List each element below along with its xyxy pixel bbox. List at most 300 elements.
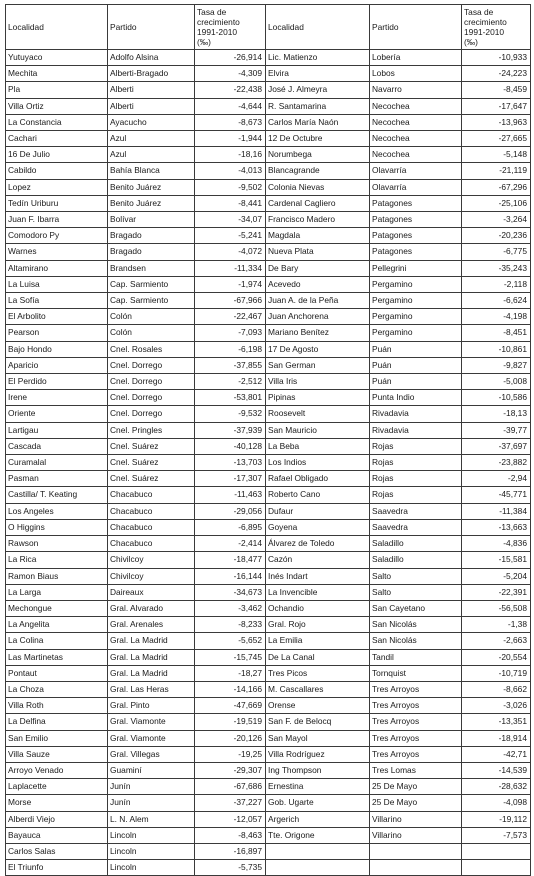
table-row bbox=[6, 179, 531, 195]
table-row bbox=[6, 714, 531, 730]
localidad-cell: Castilla/ T. Keating bbox=[6, 487, 108, 503]
rate-cell: -10,861 bbox=[462, 341, 531, 357]
rate-cell: -8,463 bbox=[195, 827, 266, 843]
rate-cell: -17,307 bbox=[195, 471, 266, 487]
localidad-cell: Aparicio bbox=[6, 357, 108, 373]
table-row bbox=[6, 503, 531, 519]
partido-cell: Pergamino bbox=[370, 325, 462, 341]
partido-cell: Villarino bbox=[370, 811, 462, 827]
rate-cell: -14,166 bbox=[195, 681, 266, 697]
partido-cell: Chivilcoy bbox=[108, 568, 195, 584]
rate-cell: -4,309 bbox=[195, 66, 266, 82]
partido-cell: Cnel. Rosales bbox=[108, 341, 195, 357]
partido-cell: Junín bbox=[108, 779, 195, 795]
localidad-cell: O Higgins bbox=[6, 519, 108, 535]
table-row bbox=[6, 406, 531, 422]
localidad-cell: Pipinas bbox=[266, 390, 370, 406]
localidad-cell: Bajo Hondo bbox=[6, 341, 108, 357]
rate-cell: -7,093 bbox=[195, 325, 266, 341]
partido-cell: Gral. Viamonte bbox=[108, 730, 195, 746]
localidad-cell: San F. de Belocq bbox=[266, 714, 370, 730]
partido-cell: Tres Arroyos bbox=[370, 698, 462, 714]
rate-cell: -4,836 bbox=[462, 536, 531, 552]
localidad-cell: La Luisa bbox=[6, 276, 108, 292]
table-row bbox=[6, 600, 531, 616]
partido-cell bbox=[370, 860, 462, 876]
rate-cell: -2,512 bbox=[195, 374, 266, 390]
localidad-cell: Pasman bbox=[6, 471, 108, 487]
localidad-cell: Villa Iris bbox=[266, 374, 370, 390]
partido-cell: Punta Indio bbox=[370, 390, 462, 406]
table-row bbox=[6, 341, 531, 357]
partido-cell: Azul bbox=[108, 131, 195, 147]
localidad-cell: El Perdido bbox=[6, 374, 108, 390]
localidad-cell: Villa Ortiz bbox=[6, 98, 108, 114]
localidad-cell bbox=[266, 843, 370, 859]
header-localidad-right: Localidad bbox=[266, 5, 370, 50]
partido-cell: Pergamino bbox=[370, 276, 462, 292]
rate-cell: -37,227 bbox=[195, 795, 266, 811]
partido-cell: Puán bbox=[370, 357, 462, 373]
localidad-cell: Lopez bbox=[6, 179, 108, 195]
localidad-cell: Argerich bbox=[266, 811, 370, 827]
localidad-cell: Morse bbox=[6, 795, 108, 811]
table-row bbox=[6, 487, 531, 503]
partido-cell: Gral. Villegas bbox=[108, 746, 195, 762]
partido-cell: Cnel. Dorrego bbox=[108, 390, 195, 406]
partido-cell: San Nicolás bbox=[370, 617, 462, 633]
header-partido-right: Partido bbox=[370, 5, 462, 50]
localidad-cell: Francisco Madero bbox=[266, 212, 370, 228]
partido-cell: Olavarría bbox=[370, 179, 462, 195]
localidad-cell: La Beba bbox=[266, 438, 370, 454]
localidad-cell: Acevedo bbox=[266, 276, 370, 292]
rate-cell: -4,644 bbox=[195, 98, 266, 114]
partido-cell: 25 De Mayo bbox=[370, 795, 462, 811]
partido-cell: Chacabuco bbox=[108, 503, 195, 519]
partido-cell: Lobos bbox=[370, 66, 462, 82]
rate-cell: -1,944 bbox=[195, 131, 266, 147]
partido-cell: Rojas bbox=[370, 471, 462, 487]
table-row bbox=[6, 552, 531, 568]
rate-cell: -22,467 bbox=[195, 309, 266, 325]
localidad-cell: José J. Almeyra bbox=[266, 82, 370, 98]
rate-cell: -6,775 bbox=[462, 244, 531, 260]
partido-cell: Junín bbox=[108, 795, 195, 811]
localidad-cell: La Invencible bbox=[266, 584, 370, 600]
rate-cell: -9,827 bbox=[462, 357, 531, 373]
table-row bbox=[6, 131, 531, 147]
localidad-cell: Lartigau bbox=[6, 422, 108, 438]
rate-cell: -2,94 bbox=[462, 471, 531, 487]
rate-cell: -22,438 bbox=[195, 82, 266, 98]
partido-cell: Cnel. Pringles bbox=[108, 422, 195, 438]
table-row bbox=[6, 698, 531, 714]
table-row bbox=[6, 649, 531, 665]
localidad-cell: Rawson bbox=[6, 536, 108, 552]
rate-cell: -11,463 bbox=[195, 487, 266, 503]
localidad-cell: Curamalal bbox=[6, 455, 108, 471]
table-row bbox=[6, 390, 531, 406]
partido-cell: Gral. La Madrid bbox=[108, 633, 195, 649]
rate-cell: -24,223 bbox=[462, 66, 531, 82]
rate-cell: -22,391 bbox=[462, 584, 531, 600]
partido-cell: Bragado bbox=[108, 244, 195, 260]
localidad-cell: Tedín Uriburu bbox=[6, 195, 108, 211]
rate-cell: -15,745 bbox=[195, 649, 266, 665]
partido-cell: Lobería bbox=[370, 50, 462, 66]
localidad-cell: Ing Thompson bbox=[266, 762, 370, 778]
table-row bbox=[6, 438, 531, 454]
rate-cell: -29,307 bbox=[195, 762, 266, 778]
localidad-cell: Tres Picos bbox=[266, 665, 370, 681]
localidad-cell: Gob. Ugarte bbox=[266, 795, 370, 811]
localidad-cell: Goyena bbox=[266, 519, 370, 535]
table-row bbox=[6, 633, 531, 649]
partido-cell: Azul bbox=[108, 147, 195, 163]
rate-cell: -8,451 bbox=[462, 325, 531, 341]
rate-cell: -8,459 bbox=[462, 82, 531, 98]
localidad-cell: Nueva Plata bbox=[266, 244, 370, 260]
table-row bbox=[6, 357, 531, 373]
rate-cell: -6,895 bbox=[195, 519, 266, 535]
partido-cell: Gral. La Madrid bbox=[108, 665, 195, 681]
partido-cell: San Cayetano bbox=[370, 600, 462, 616]
localidad-cell: Inés Indart bbox=[266, 568, 370, 584]
partido-cell: Benito Juárez bbox=[108, 179, 195, 195]
table-row bbox=[6, 779, 531, 795]
partido-cell: Bahía Blanca bbox=[108, 163, 195, 179]
rate-cell: -13,663 bbox=[462, 519, 531, 535]
partido-cell: Saavedra bbox=[370, 519, 462, 535]
partido-cell: Alberti bbox=[108, 82, 195, 98]
rate-cell: -29,056 bbox=[195, 503, 266, 519]
rate-cell: -9,532 bbox=[195, 406, 266, 422]
rate-cell: -8,441 bbox=[195, 195, 266, 211]
partido-cell: Gral. Pinto bbox=[108, 698, 195, 714]
rate-cell: -16,897 bbox=[195, 843, 266, 859]
partido-cell: Rivadavia bbox=[370, 422, 462, 438]
rate-cell: -10,719 bbox=[462, 665, 531, 681]
localidad-cell: Pearson bbox=[6, 325, 108, 341]
partido-cell: Puán bbox=[370, 374, 462, 390]
rate-cell: -19,25 bbox=[195, 746, 266, 762]
partido-cell: Cnel. Suárez bbox=[108, 438, 195, 454]
partido-cell: Saladillo bbox=[370, 552, 462, 568]
rate-cell: -20,554 bbox=[462, 649, 531, 665]
partido-cell: Saladillo bbox=[370, 536, 462, 552]
partido-cell: Colón bbox=[108, 309, 195, 325]
header-row bbox=[6, 5, 531, 50]
localidad-cell: Comodoro Py bbox=[6, 228, 108, 244]
partido-cell: Patagones bbox=[370, 195, 462, 211]
localidad-cell: Villa Roth bbox=[6, 698, 108, 714]
partido-cell: Salto bbox=[370, 568, 462, 584]
localidad-cell: San German bbox=[266, 357, 370, 373]
partido-cell: Chivilcoy bbox=[108, 552, 195, 568]
rate-cell: -1,974 bbox=[195, 276, 266, 292]
localidad-cell: M. Cascallares bbox=[266, 681, 370, 697]
partido-cell: Lincoln bbox=[108, 827, 195, 843]
rate-cell: -37,697 bbox=[462, 438, 531, 454]
rate-cell bbox=[462, 843, 531, 859]
partido-cell: Alberti bbox=[108, 98, 195, 114]
localidad-cell: La Sofía bbox=[6, 293, 108, 309]
localidad-cell: Lic. Matienzo bbox=[266, 50, 370, 66]
rate-cell: -7,573 bbox=[462, 827, 531, 843]
localidad-cell: R. Santamarina bbox=[266, 98, 370, 114]
localidad-cell: Dufaur bbox=[266, 503, 370, 519]
rate-cell: -19,112 bbox=[462, 811, 531, 827]
localidad-cell: Cabildo bbox=[6, 163, 108, 179]
localidad-cell: La Larga bbox=[6, 584, 108, 600]
localidad-cell: Cazón bbox=[266, 552, 370, 568]
rate-cell: -21,119 bbox=[462, 163, 531, 179]
partido-cell: Tandil bbox=[370, 649, 462, 665]
partido-cell: Gral. Arenales bbox=[108, 617, 195, 633]
table-row bbox=[6, 50, 531, 66]
partido-cell: Adolfo Alsina bbox=[108, 50, 195, 66]
localidad-cell: El Arbolito bbox=[6, 309, 108, 325]
rate-cell: -13,351 bbox=[462, 714, 531, 730]
localidad-cell: Cascada bbox=[6, 438, 108, 454]
table-row bbox=[6, 82, 531, 98]
table-row bbox=[6, 163, 531, 179]
rate-cell: -5,652 bbox=[195, 633, 266, 649]
rate-cell: -2,414 bbox=[195, 536, 266, 552]
rate-cell: -18,477 bbox=[195, 552, 266, 568]
rate-cell: -35,243 bbox=[462, 260, 531, 276]
rate-cell: -6,624 bbox=[462, 293, 531, 309]
rate-cell: -23,882 bbox=[462, 455, 531, 471]
localidad-cell: Tte. Origone bbox=[266, 827, 370, 843]
rate-cell: -18,914 bbox=[462, 730, 531, 746]
table-row bbox=[6, 244, 531, 260]
localidad-cell: Alberdi Viejo bbox=[6, 811, 108, 827]
table-row bbox=[6, 212, 531, 228]
partido-cell: Cnel. Suárez bbox=[108, 455, 195, 471]
table-row bbox=[6, 617, 531, 633]
localidad-cell: Las Martinetas bbox=[6, 649, 108, 665]
rate-cell: -12,057 bbox=[195, 811, 266, 827]
partido-cell: Pergamino bbox=[370, 293, 462, 309]
localidad-cell: Juan F. Ibarra bbox=[6, 212, 108, 228]
table-row bbox=[6, 66, 531, 82]
partido-cell: Tres Arroyos bbox=[370, 746, 462, 762]
localidad-cell: San Mayol bbox=[266, 730, 370, 746]
rate-cell: -6,198 bbox=[195, 341, 266, 357]
rate-cell: -10,586 bbox=[462, 390, 531, 406]
partido-cell: Brandsen bbox=[108, 260, 195, 276]
rate-cell: -45,771 bbox=[462, 487, 531, 503]
localidad-cell: Juan A. de la Peña bbox=[266, 293, 370, 309]
localidad-cell: Norumbega bbox=[266, 147, 370, 163]
rate-cell: -15,581 bbox=[462, 552, 531, 568]
localidad-cell: Orense bbox=[266, 698, 370, 714]
localidad-cell: La Constancia bbox=[6, 114, 108, 130]
rate-cell: -8,662 bbox=[462, 681, 531, 697]
rate-cell: -4,198 bbox=[462, 309, 531, 325]
partido-cell: Bragado bbox=[108, 228, 195, 244]
partido-cell: Tres Arroyos bbox=[370, 730, 462, 746]
rate-cell: -34,673 bbox=[195, 584, 266, 600]
partido-cell: Gral. La Madrid bbox=[108, 649, 195, 665]
partido-cell: Villarino bbox=[370, 827, 462, 843]
rate-cell: -28,632 bbox=[462, 779, 531, 795]
partido-cell: Alberti-Bragado bbox=[108, 66, 195, 82]
table-row bbox=[6, 568, 531, 584]
partido-cell: Tres Arroyos bbox=[370, 714, 462, 730]
localidad-cell: San Emilio bbox=[6, 730, 108, 746]
rate-cell: -5,008 bbox=[462, 374, 531, 390]
localidad-cell: Pontaut bbox=[6, 665, 108, 681]
header-partido-left: Partido bbox=[108, 5, 195, 50]
localidad-cell: Laplacette bbox=[6, 779, 108, 795]
rate-cell: -5,735 bbox=[195, 860, 266, 876]
localidad-cell: Mechongue bbox=[6, 600, 108, 616]
localidad-cell: Mechita bbox=[6, 66, 108, 82]
rate-cell: -8,673 bbox=[195, 114, 266, 130]
rate-cell: -13,703 bbox=[195, 455, 266, 471]
partido-cell: Navarro bbox=[370, 82, 462, 98]
partido-cell: Daireaux bbox=[108, 584, 195, 600]
rate-cell: -25,106 bbox=[462, 195, 531, 211]
partido-cell: Patagones bbox=[370, 228, 462, 244]
rate-cell: -37,855 bbox=[195, 357, 266, 373]
partido-cell: Ayacucho bbox=[108, 114, 195, 130]
partido-cell: Cap. Sarmiento bbox=[108, 293, 195, 309]
localidad-cell: 17 De Agosto bbox=[266, 341, 370, 357]
header-localidad-left: Localidad bbox=[6, 5, 108, 50]
localidad-cell bbox=[266, 860, 370, 876]
rate-cell: -3,462 bbox=[195, 600, 266, 616]
localidad-cell: La Angelita bbox=[6, 617, 108, 633]
table-row bbox=[6, 827, 531, 843]
table-row bbox=[6, 471, 531, 487]
partido-cell: Lincoln bbox=[108, 860, 195, 876]
localidad-cell: Gral. Rojo bbox=[266, 617, 370, 633]
rate-cell: -1,38 bbox=[462, 617, 531, 633]
partido-cell: Cap. Sarmiento bbox=[108, 276, 195, 292]
growth-rate-table bbox=[5, 4, 531, 876]
rate-cell: -13,963 bbox=[462, 114, 531, 130]
partido-cell: L. N. Alem bbox=[108, 811, 195, 827]
partido-cell: Tres Arroyos bbox=[370, 681, 462, 697]
rate-cell: -5,148 bbox=[462, 147, 531, 163]
localidad-cell: Warnes bbox=[6, 244, 108, 260]
rate-cell: -20,236 bbox=[462, 228, 531, 244]
localidad-cell: Ochandio bbox=[266, 600, 370, 616]
partido-cell: Salto bbox=[370, 584, 462, 600]
localidad-cell: Magdala bbox=[266, 228, 370, 244]
localidad-cell: El Triunfo bbox=[6, 860, 108, 876]
rate-cell: -2,663 bbox=[462, 633, 531, 649]
table-row bbox=[6, 762, 531, 778]
partido-cell: Rivadavia bbox=[370, 406, 462, 422]
table-row bbox=[6, 276, 531, 292]
table-body bbox=[6, 50, 531, 876]
rate-cell: -56,508 bbox=[462, 600, 531, 616]
rate-cell: -67,966 bbox=[195, 293, 266, 309]
partido-cell: Chacabuco bbox=[108, 536, 195, 552]
table-row bbox=[6, 746, 531, 762]
rate-cell: -37,939 bbox=[195, 422, 266, 438]
localidad-cell: Cachari bbox=[6, 131, 108, 147]
partido-cell: San Nicolás bbox=[370, 633, 462, 649]
partido-cell: Rojas bbox=[370, 438, 462, 454]
table-row bbox=[6, 325, 531, 341]
partido-cell: Guaminí bbox=[108, 762, 195, 778]
partido-cell: Pellegrini bbox=[370, 260, 462, 276]
localidad-cell: Villa Rodríguez bbox=[266, 746, 370, 762]
localidad-cell: La Choza bbox=[6, 681, 108, 697]
table-row bbox=[6, 795, 531, 811]
localidad-cell: Carlos Salas bbox=[6, 843, 108, 859]
table-row bbox=[6, 422, 531, 438]
rate-cell: -4,098 bbox=[462, 795, 531, 811]
table-row bbox=[6, 584, 531, 600]
partido-cell: Bolívar bbox=[108, 212, 195, 228]
rate-cell: -67,686 bbox=[195, 779, 266, 795]
table-row bbox=[6, 455, 531, 471]
partido-cell: Colón bbox=[108, 325, 195, 341]
localidad-cell: Arroyo Venado bbox=[6, 762, 108, 778]
table-row bbox=[6, 147, 531, 163]
partido-cell bbox=[370, 843, 462, 859]
localidad-cell: Ramon Biaus bbox=[6, 568, 108, 584]
localidad-cell: Los Angeles bbox=[6, 503, 108, 519]
partido-cell: Cnel. Dorrego bbox=[108, 406, 195, 422]
localidad-cell: Elvira bbox=[266, 66, 370, 82]
rate-cell: -18,16 bbox=[195, 147, 266, 163]
rate-cell: -34,07 bbox=[195, 212, 266, 228]
rate-cell: -18,13 bbox=[462, 406, 531, 422]
rate-cell: -11,384 bbox=[462, 503, 531, 519]
partido-cell: Tres Lomas bbox=[370, 762, 462, 778]
table-row bbox=[6, 260, 531, 276]
table-row bbox=[6, 98, 531, 114]
table-row bbox=[6, 228, 531, 244]
rate-cell: -42,71 bbox=[462, 746, 531, 762]
partido-cell: Necochea bbox=[370, 131, 462, 147]
localidad-cell: Mariano Benítez bbox=[266, 325, 370, 341]
partido-cell: Tornquist bbox=[370, 665, 462, 681]
partido-cell: Chacabuco bbox=[108, 519, 195, 535]
partido-cell: Necochea bbox=[370, 98, 462, 114]
table-row bbox=[6, 114, 531, 130]
localidad-cell: Pla bbox=[6, 82, 108, 98]
table-row bbox=[6, 730, 531, 746]
partido-cell: Gral. Viamonte bbox=[108, 714, 195, 730]
rate-cell: -3,264 bbox=[462, 212, 531, 228]
partido-cell: Necochea bbox=[370, 147, 462, 163]
rate-cell: -19,519 bbox=[195, 714, 266, 730]
table-row bbox=[6, 843, 531, 859]
rate-cell: -53,801 bbox=[195, 390, 266, 406]
localidad-cell: Juan Anchorena bbox=[266, 309, 370, 325]
rate-cell: -5,204 bbox=[462, 568, 531, 584]
table-row bbox=[6, 195, 531, 211]
partido-cell: Cnel. Dorrego bbox=[108, 357, 195, 373]
table-row bbox=[6, 519, 531, 535]
rate-cell: -40,128 bbox=[195, 438, 266, 454]
table-row bbox=[6, 293, 531, 309]
localidad-cell: Los Indios bbox=[266, 455, 370, 471]
partido-cell: Olavarría bbox=[370, 163, 462, 179]
localidad-cell: Altamirano bbox=[6, 260, 108, 276]
rate-cell: -26,914 bbox=[195, 50, 266, 66]
localidad-cell: La Emilia bbox=[266, 633, 370, 649]
